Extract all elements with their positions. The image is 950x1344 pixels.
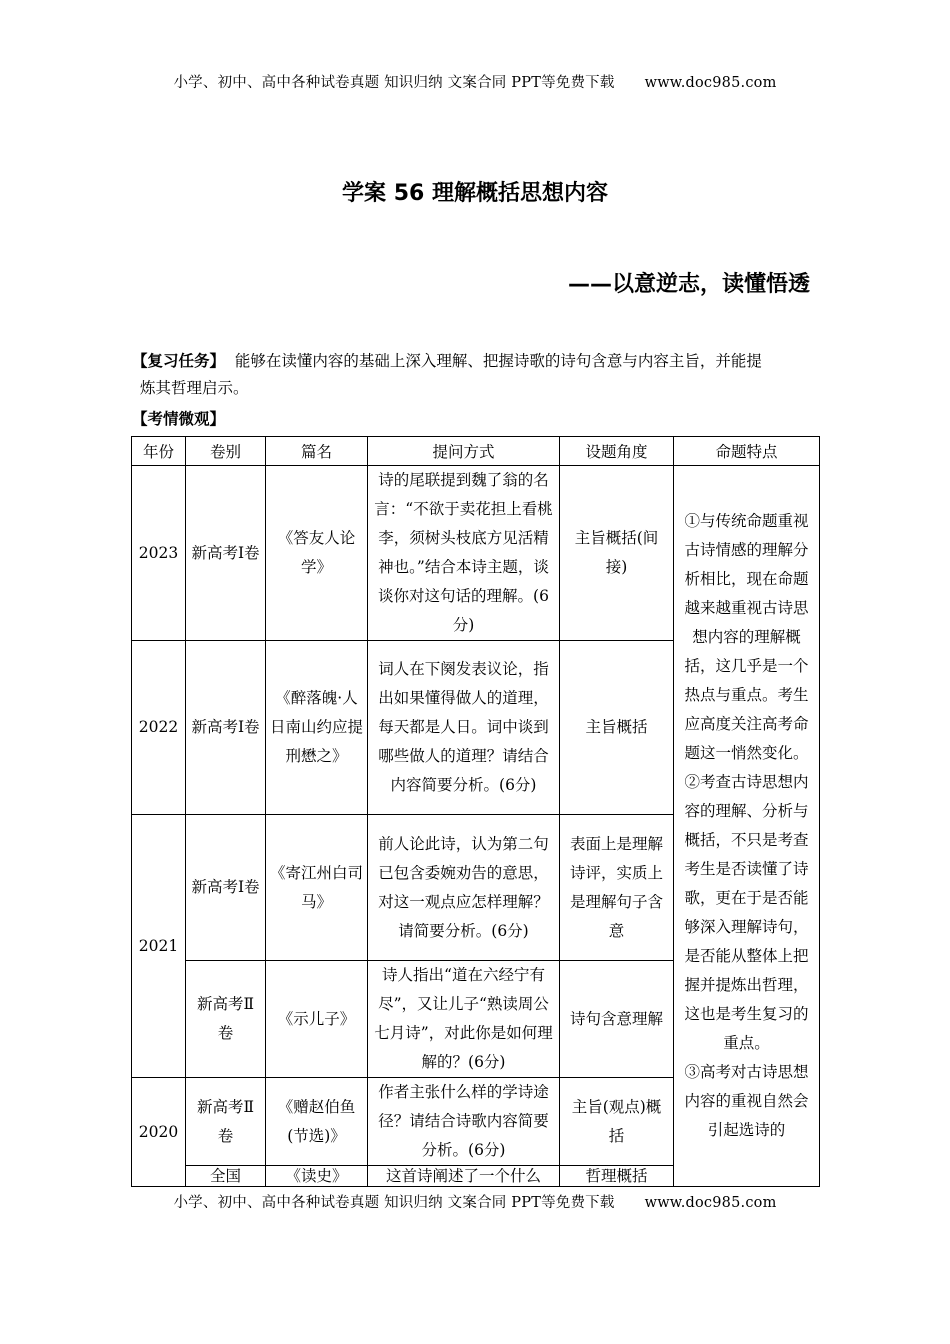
cell-paper: 新高考Ⅰ卷	[186, 466, 266, 641]
cell-title: 《醉落魄·人日南山约应提刑懋之》	[266, 641, 368, 815]
feature-point-3: ③高考对古诗思想内容的重视自然会引起选诗的	[684, 1063, 809, 1139]
col-header-year: 年份	[132, 437, 186, 466]
col-header-angle: 设题角度	[560, 437, 674, 466]
cell-question: 诗的尾联提到魏了翁的名言：“不欲于卖花担上看桃李，须树头枝底方见活精神也。”结合本诗主题，谈谈你对这句话的理解。(6分)	[368, 466, 560, 641]
cell-question: 词人在下阕发表议论，指出如果懂得做人的道理，每天都是人日。词中谈到哪些做人的道理？请结合内容简要分析。(6分)	[368, 641, 560, 815]
review-task	[132, 348, 822, 402]
review-task-label: 【复习任务】	[132, 352, 226, 370]
col-header-paper: 卷别	[186, 437, 266, 466]
page-header	[0, 71, 950, 92]
review-task-text-1: 能够在读懂内容的基础上深入理解、把握诗歌的诗句含意与内容主旨，并能提	[234, 352, 762, 370]
table-header-row	[132, 437, 820, 466]
exam-overview-label: 【考情微观】	[132, 410, 226, 428]
cell-title: 《赠赵伯鱼(节选)》	[266, 1078, 368, 1166]
cell-title: 《示儿子》	[266, 961, 368, 1078]
footer-url[interactable]: www.doc985.com	[644, 1195, 777, 1211]
col-header-question: 提问方式	[368, 437, 560, 466]
table-row	[132, 466, 820, 641]
cell-year: 2023	[132, 466, 186, 641]
page-title: 学案 56 理解概括思想内容	[342, 181, 608, 206]
header-url[interactable]: www.doc985.com	[644, 75, 777, 91]
cell-paper: 新高考Ⅰ卷	[186, 815, 266, 961]
cell-paper: 新高考Ⅱ卷	[186, 1078, 266, 1166]
review-task-text-2: 炼其哲理启示。	[140, 379, 249, 397]
header-left-text: 小学、初中、高中各种试卷真题 知识归纳 文案合同 PPT等免费下载	[173, 75, 615, 91]
col-header-title: 篇名	[266, 437, 368, 466]
cell-year: 2022	[132, 641, 186, 815]
cell-title: 《寄江州白司马》	[266, 815, 368, 961]
cell-year: 2021	[132, 815, 186, 1078]
cell-angle: 主旨概括(间接)	[560, 466, 674, 641]
cell-question: 作者主张什么样的学诗途径？请结合诗歌内容简要分析。(6分)	[368, 1078, 560, 1166]
page-footer	[0, 1191, 950, 1212]
cell-year: 2020	[132, 1078, 186, 1187]
cell-question: 诗人指出“道在六经宁有尽”，又让儿子“熟读周公七月诗”，对此你是如何理解的？(6分)	[368, 961, 560, 1078]
cell-paper: 新高考Ⅱ卷	[186, 961, 266, 1078]
feature-point-1: ①与传统命题重视古诗情感的理解分析相比，现在命题越来越重视古诗思想内容的理解概括，这几乎是一个热点与重点。考生应高度关注高考命题这一悄然变化。	[684, 512, 809, 762]
footer-left-text: 小学、初中、高中各种试卷真题 知识归纳 文案合同 PPT等免费下载	[173, 1195, 615, 1211]
cell-title: 《答友人论学》	[266, 466, 368, 641]
feature-point-2: ②考查古诗思想内容的理解、分析与概括，不只是考查考生是否读懂了诗歌，更在于是否能够深入理解诗句，是否能从整体上把握并提炼出哲理，这也是考生复习的重点。	[684, 773, 809, 1052]
page-subtitle: ——以意逆志，读懂悟透	[567, 272, 810, 297]
cell-question: 前人论此诗，认为第二句已包含委婉劝告的意思，对这一观点应怎样理解？请简要分析。(6分)	[368, 815, 560, 961]
cell-paper: 全国	[186, 1166, 266, 1187]
col-header-feature: 命题特点	[674, 437, 820, 466]
cell-features	[674, 466, 820, 1187]
cell-question: 这首诗阐述了一个什么	[368, 1166, 560, 1187]
cell-angle: 诗句含意理解	[560, 961, 674, 1078]
exam-overview-table	[131, 436, 820, 1187]
cell-angle: 表面上是理解诗评，实质上是理解句子含意	[560, 815, 674, 961]
cell-angle: 主旨概括	[560, 641, 674, 815]
cell-angle: 主旨(观点)概括	[560, 1078, 674, 1166]
cell-paper: 新高考Ⅰ卷	[186, 641, 266, 815]
cell-angle: 哲理概括	[560, 1166, 674, 1187]
cell-title: 《读史》	[266, 1166, 368, 1187]
